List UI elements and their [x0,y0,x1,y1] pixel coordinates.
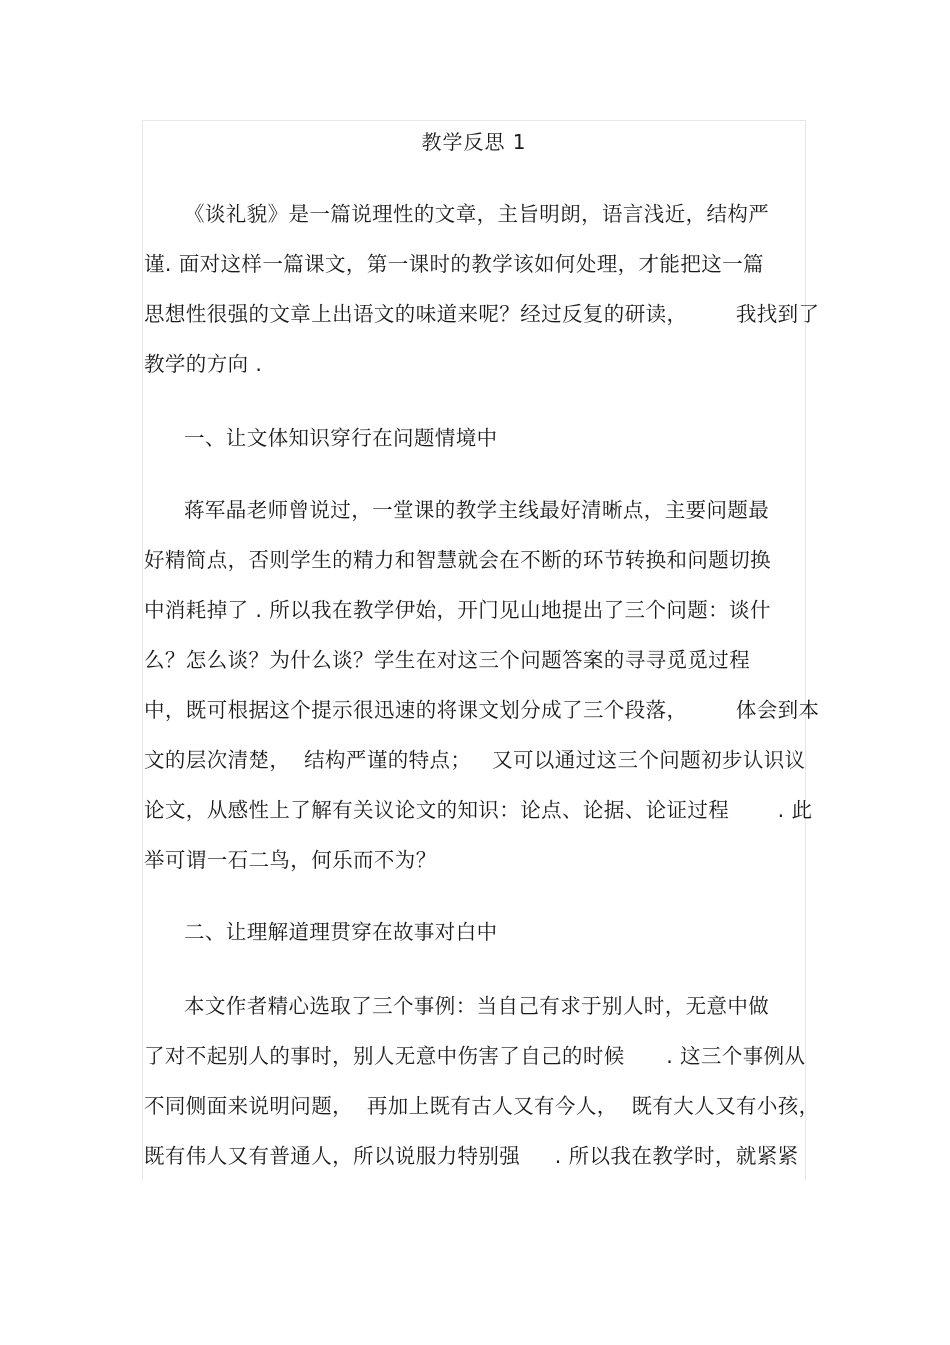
paragraph-line: 不同侧面来说明问题， 再加上既有古人又有今人， 既有大人又有小孩， [144,1094,820,1118]
paragraph-line: 本文作者精心选取了三个事例：当自己有求于别人时，无意中做 [184,994,770,1018]
paragraph-line: 既有伟人又有普通人，所以说服力特别强 . 所以我在教学时，就紧紧 [144,1144,799,1168]
paragraph-line: 举可谓一石二鸟，何乐而不为？ [144,848,437,872]
paragraph-line: 《谈礼貌》是一篇说理性的文章，主旨明朗，语言浅近，结构严 [184,202,770,226]
paragraph-line: 蒋军晶老师曾说过，一堂课的教学主线最好清晰点，主要问题最 [184,498,770,522]
paragraph-line: 中，既可根据这个提示很迅速的将课文划分成了三个段落， 体会到本 [144,698,820,722]
paragraph-line: 了对不起别人的事时，别人无意中伤害了自己的时候 . 这三个事例从 [144,1044,806,1068]
paragraph-line: 谨. 面对这样一篇课文，第一课时的教学该如何处理，才能把这一篇 [144,252,764,276]
section-heading: 二、让理解道理贯穿在故事对白中 [184,920,498,944]
paragraph-line: 思想性很强的文章上出语文的味道来呢？经过反复的研读， 我找到了 [144,302,820,326]
paragraph-line: 教学的方向 . [144,352,263,376]
paragraph-line: 中消耗掉了 . 所以我在教学伊始，开门见山地提出了三个问题：谈什 [144,598,771,622]
section-heading: 一、让文体知识穿行在问题情境中 [184,426,498,450]
paragraph-line: 么？怎么谈？为什么谈？学生在对这三个问题答案的寻寻觅觅过程 [144,648,751,672]
paragraph-line: 好精简点，否则学生的精力和智慧就会在不断的环节转换和问题切换 [144,548,771,572]
paragraph-line: 文的层次清楚， 结构严谨的特点； 又可以通过这三个问题初步认识议 [144,748,806,772]
page-title: 教学反思 1 [421,130,527,154]
paragraph-line: 论文，从感性上了解有关议论文的知识：论点、论据、论证过程 . 此 [144,798,813,822]
